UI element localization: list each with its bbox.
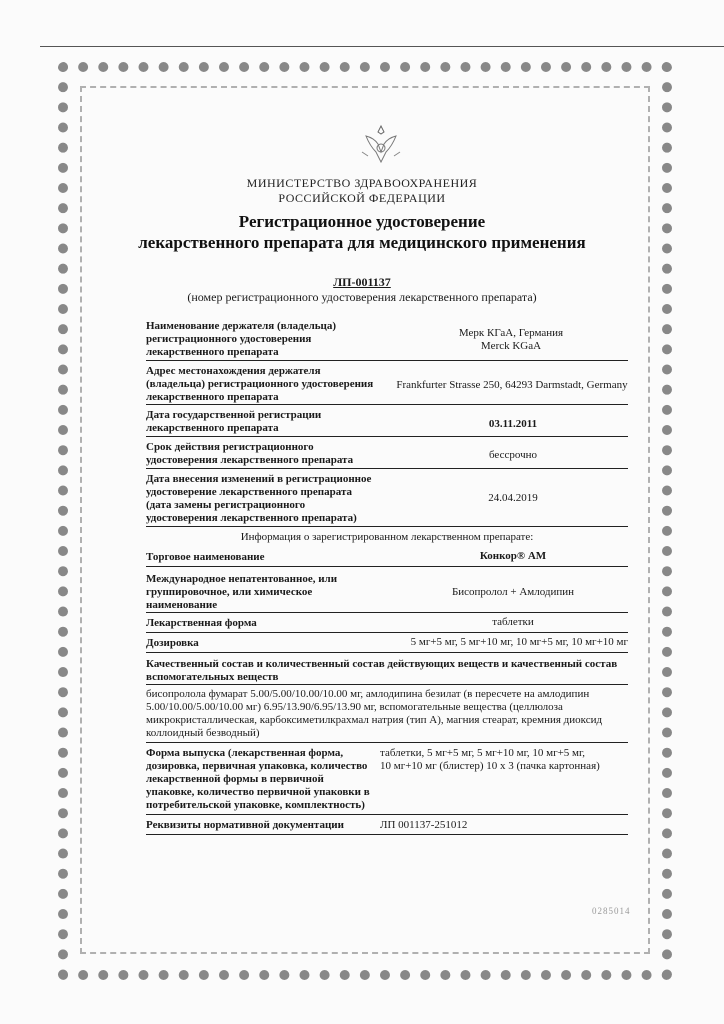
holder-label-1: Наименование держателя (владельца) [146,320,337,332]
eagle-emblem-icon [356,122,406,170]
inn-label-3: наименование [146,599,218,611]
address-value: Frankfurter Strasse 250, 64293 Darmstadt, Germany [396,379,628,391]
composition-text-2: 5.00/10.00/5.00/10.00 мг) 6.95/13.90/6.95/13.90 мг, вспомогательные вещества (целлюлоза [146,701,563,713]
dosage-form-row [146,614,628,633]
registration-date-row [146,406,628,437]
composition-text-1: бисопролола фумарат 5.00/5.00/10.00/10.00 мг, амлодипина безилат (в пересчете на амлодипин [146,688,590,700]
registration-number-value: ЛП-001137 [333,275,391,289]
validity-label-1: Срок действия регистрационного [146,441,314,453]
inn-row [146,570,628,613]
dosage-value: 5 мг+5 мг, 5 мг+10 мг, 10 мг+5 мг, 10 мг+10 мг [410,636,628,648]
dosage-row [146,634,628,653]
registration-date-label-2: лекарственного препарата [146,422,279,434]
top-border-line [40,46,724,47]
registration-date-label-1: Дата государственной регистрации [146,409,322,421]
release-form-label-2: дозировка, первичная упаковка, количество [146,760,368,772]
changes-value: 24.04.2019 [488,492,538,504]
holder-value-en: Merck KGaA [480,340,542,352]
changes-label-1: Дата внесения изменений в регистрационное [146,473,372,485]
registration-date-value: 03.11.2011 [488,418,538,430]
release-form-value-1: таблетки, 5 мг+5 мг, 5 мг+10 мг, 10 мг+5 мг, [380,747,586,759]
holder-label-3: лекарственного препарата [146,346,279,358]
info-heading: Информация о зарегистрированном лекарственном препарате: [240,531,534,543]
trade-name-value: Конкор® АМ [479,550,547,562]
validity-row [146,438,628,469]
dosage-form-value: таблетки [492,616,534,628]
address-label-2: (владельца) регистрационного удостоверения [146,378,374,390]
release-form-value-2: 10 мг+10 мг (блистер) 10 х 3 (пачка картонная) [380,760,600,772]
trade-name-row [146,548,628,567]
ministry-line-1: МИНИСТЕРСТВО ЗДРАВООХРАНЕНИЯ [246,176,478,190]
release-form-row [146,744,628,815]
changes-label-3: (дата замены регистрационного [146,499,306,511]
registration-number [0,275,724,290]
address-label-3: лекарственного препарата [146,391,279,403]
address-row [146,362,628,405]
holder-label-2: регистрационного удостоверения [146,333,312,345]
ministry-line-2: РОССИЙСКОЙ ФЕДЕРАЦИИ [278,191,446,205]
trade-name-label: Торговое наименование [146,551,265,563]
composition-label-1: Качественный состав и количественный состав действующих веществ и качественный состав [146,658,618,670]
composition-label-row [146,656,628,685]
address-label-1: Адрес местонахождения держателя [146,365,321,377]
release-form-label-5: потребительской упаковке, комплектность) [146,799,365,811]
holder-row [146,316,628,361]
document-title-line-1: Регистрационное удостоверение [238,212,486,231]
normative-value: ЛП 001137-251012 [380,819,468,831]
inn-label-1: Международное непатентованное, или [146,573,338,585]
release-form-label-1: Форма выпуска (лекарственная форма, [146,747,344,759]
validity-label-2: удостоверения лекарственного препарата [146,454,354,466]
composition-text-3: микрокристаллическая, карбоксиметилкрахмал натрия (тип А), магния стеарат, кремния диоксид [146,714,603,726]
validity-value: бессрочно [488,449,537,461]
dosage-label: Дозировка [146,637,199,649]
changes-label-4: удостоверения лекарственного препарата) [146,512,357,524]
registration-number-caption: (номер регистрационного удостоверения лекарственного препарата) [187,290,537,304]
normative-label: Реквизиты нормативной документации [146,819,344,831]
release-form-label-4: упаковке, количество первичной упаковки в [146,786,370,798]
inn-label-2: группировочное, или химическое [146,586,313,598]
composition-text-4: коллоидный безводный) [146,727,260,739]
release-form-label-3: лекарственной формы в первичной [146,773,324,785]
document-title-line-2: лекарственного препарата для медицинского применения [138,233,586,252]
normative-row [146,818,628,835]
changes-row [146,470,628,527]
holder-value-ru: Мерк КГаА, Германия [458,327,564,339]
dosage-form-label: Лекарственная форма [146,617,257,629]
changes-label-2: удостоверение лекарственного препарата [146,486,353,498]
stamp-code: 0285014 [592,906,631,916]
composition-text-row [146,686,628,743]
inn-value: Бисопролол + Амлодипин [451,586,575,598]
composition-label-2: вспомогательных веществ [146,671,279,683]
